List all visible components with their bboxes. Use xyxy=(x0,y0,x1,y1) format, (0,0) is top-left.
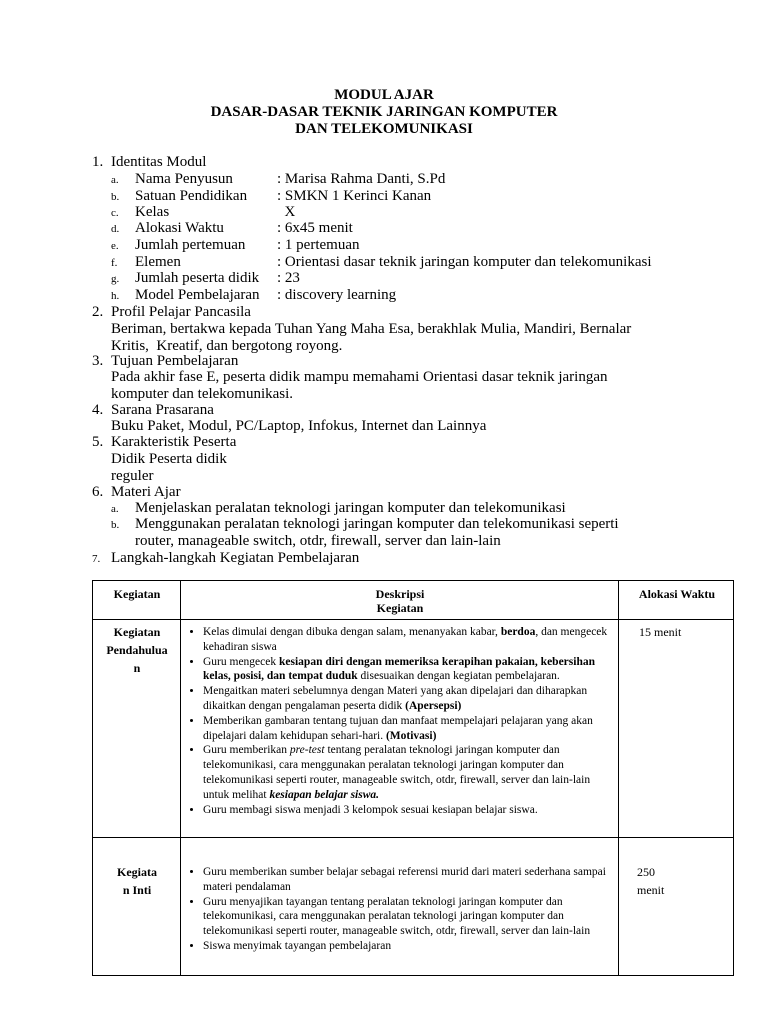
list-item: • Guru memberikan pre-test tentang peralatan teknologi jaringan komputer dan telekomunikasi, cara menggunakan peralatan teknologi jaringan komputer dan telekomunikasi seperti router, manageable switch, otdr, firewall, server dan lain-lain untuk melihat kesiapan belajar siswa. xyxy=(203,743,619,802)
row-inti-description xyxy=(181,865,619,954)
row-inti-name-line1: Kegiata xyxy=(117,865,157,879)
identitas-value-c: X xyxy=(277,204,296,220)
section-3-text-1: Pada akhir fase E, peserta didik mampu memahami Orientasi dasar teknik jaringan xyxy=(111,369,608,385)
identitas-sub-f: f. xyxy=(111,257,118,269)
section-3-title: Tujuan Pembelajaran xyxy=(111,353,239,369)
section-2-text-1: Beriman, bertakwa kepada Tuhan Yang Maha Esa, berakhlak Mulia, Mandiri, Bernalar xyxy=(111,321,632,337)
section-4-title: Sarana Prasarana xyxy=(111,402,214,418)
table-header-deskripsi xyxy=(181,587,619,615)
section-5-text-1: Didik Peserta didik xyxy=(111,451,227,467)
list-item: • Siswa menyimak tayangan pembelajaran xyxy=(203,939,619,954)
identitas-label-d: Alokasi Waktu xyxy=(135,220,224,236)
table-header-alokasi: Alokasi Waktu xyxy=(638,587,716,601)
table-row-divider-2 xyxy=(93,837,733,838)
row-pendahuluan-name-line1: Kegiatan xyxy=(113,625,161,639)
identitas-value-b: : SMKN 1 Kerinci Kanan xyxy=(277,188,432,204)
row-pendahuluan-description xyxy=(181,625,619,817)
list-item: • Memberikan gambaran tentang tujuan dan manfaat mempelajari pelajaran yang akan dipelajari dalam kehidupan sehari-hari. (Motivasi) xyxy=(203,714,619,744)
section-7-title: Langkah-langkah Kegiatan Pembelajaran xyxy=(111,550,360,566)
materi-sub-b: b. xyxy=(111,519,120,531)
doc-title-line1: MODUL AJAR xyxy=(334,87,434,103)
section-7-number: 7. xyxy=(92,553,101,565)
section-1-title: Identitas Modul xyxy=(111,154,207,170)
identitas-label-b: Satuan Pendidikan xyxy=(135,188,248,204)
doc-title-line3: DAN TELEKOMUNIKASI xyxy=(295,121,473,137)
identitas-value-f: : Orientasi dasar teknik jaringan komputer dan telekomunikasi xyxy=(277,254,652,270)
section-2-number: 2. xyxy=(92,304,104,320)
list-item: • Guru memberikan sumber belajar sebagai referensi murid dari materi sederhana sampai materi pendalaman xyxy=(203,865,619,895)
section-3-number: 3. xyxy=(92,353,104,369)
row-pendahuluan-name xyxy=(93,623,181,677)
identitas-value-h: : discovery learning xyxy=(277,287,397,303)
identitas-label-e: Jumlah pertemuan xyxy=(135,237,246,253)
table-header-deskripsi-line2: Kegiatan xyxy=(376,601,424,615)
identitas-value-g: : 23 xyxy=(277,270,300,286)
table-header-kegiatan: Kegiatan xyxy=(113,587,161,601)
section-4-number: 4. xyxy=(92,402,104,418)
section-2-title: Profil Pelajar Pancasila xyxy=(111,304,251,320)
row-pendahuluan-time: 15 menit xyxy=(639,625,682,639)
section-2-text-2: Kritis, Kreatif, dan bergotong royong. xyxy=(111,338,343,354)
identitas-label-g: Jumlah peserta didik xyxy=(135,270,260,286)
identitas-label-a: Nama Penyusun xyxy=(135,171,233,187)
identitas-sub-c: c. xyxy=(111,207,119,219)
identitas-label-c: Kelas xyxy=(135,204,170,220)
identitas-value-d: : 6x45 menit xyxy=(277,220,353,236)
list-item: • Guru mengecek kesiapan diri dengan memeriksa kerapihan pakaian, kebersihan kelas, posisi, dan tempat duduk disesuaikan dengan kegiatan pembelajaran. xyxy=(203,655,619,685)
identitas-sub-g: g. xyxy=(111,273,120,285)
section-6-number: 6. xyxy=(92,484,104,500)
materi-text-b-1: Menggunakan peralatan teknologi jaringan komputer dan telekomunikasi seperti xyxy=(135,516,619,532)
identitas-sub-h: h. xyxy=(111,290,120,302)
list-item: • Mengaitkan materi sebelumnya dengan Materi yang akan dipelajari dan diharapkan dikaitkan dengan pengalaman peserta didik (Apersepsi) xyxy=(203,684,619,714)
row-pendahuluan-name-line3: n xyxy=(133,661,141,675)
table-header-deskripsi-line1: Deskripsi xyxy=(375,587,425,601)
row-inti-time xyxy=(637,863,664,899)
materi-text-b-2: router, manageable switch, otdr, firewall, server dan lain-lain xyxy=(135,533,501,549)
identitas-value-a: : Marisa Rahma Danti, S.Pd xyxy=(277,171,446,187)
section-5-text-2: reguler xyxy=(111,468,154,484)
section-4-text-1: Buku Paket, Modul, PC/Laptop, Infokus, Internet dan Lainnya xyxy=(111,418,487,434)
section-1-number: 1. xyxy=(92,154,104,170)
identitas-value-e: : 1 pertemuan xyxy=(277,237,360,253)
identitas-sub-d: d. xyxy=(111,223,120,235)
row-inti-name-line2: n Inti xyxy=(122,883,152,897)
identitas-sub-e: e. xyxy=(111,240,119,252)
section-5-number: 5. xyxy=(92,434,104,450)
materi-sub-a: a. xyxy=(111,503,119,515)
table-row-divider-1 xyxy=(93,619,733,620)
materi-text-a: Menjelaskan peralatan teknologi jaringan komputer dan telekomunikasi xyxy=(135,500,566,516)
doc-title-line2: DASAR-DASAR TEKNIK JARINGAN KOMPUTER xyxy=(210,104,558,120)
row-inti-name xyxy=(93,863,181,899)
identitas-sub-b: b. xyxy=(111,191,120,203)
list-item: • Kelas dimulai dengan dibuka dengan salam, menanyakan kabar, berdoa, dan mengecek kehadiran siswa xyxy=(203,625,619,655)
row-pendahuluan-name-line2: Pendahulua xyxy=(106,643,168,657)
kegiatan-table xyxy=(92,580,734,976)
row-inti-time-line2: menit xyxy=(637,883,665,897)
section-5-title: Karakteristik Peserta xyxy=(111,434,237,450)
identitas-label-f: Elemen xyxy=(135,254,181,270)
list-item: • Guru menyajikan tayangan tentang peralatan teknologi jaringan komputer dan telekomunikasi, cara menggunakan peralatan teknologi jaringan komputer dan telekomunikasi seperti router, manageable switch, otdr, firewall, server dan lain-lain xyxy=(203,895,619,939)
identitas-sub-a: a. xyxy=(111,174,119,186)
row-inti-time-line1: 250 xyxy=(637,865,655,879)
identitas-label-h: Model Pembelajaran xyxy=(135,287,260,303)
section-6-title: Materi Ajar xyxy=(111,484,181,500)
section-3-text-2: komputer dan telekomunikasi. xyxy=(111,386,294,402)
list-item: • Guru membagi siswa menjadi 3 kelompok sesuai kesiapan belajar siswa. xyxy=(203,803,619,818)
